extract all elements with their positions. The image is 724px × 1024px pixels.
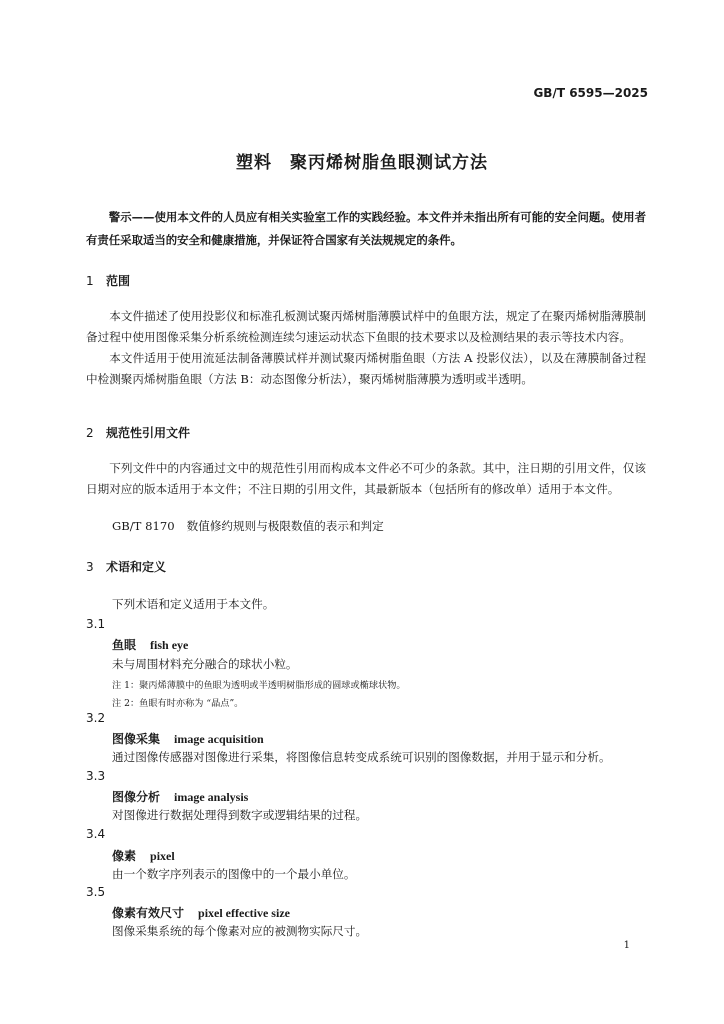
term-definition: 通过图像传感器对图像进行采集，将图像信息转变成系统可识别的图像数据，并用于显示和分析。: [112, 750, 611, 764]
term-definition: 图像采集系统的每个像素对应的被测物实际尺寸。: [112, 924, 368, 938]
term-number: 3.5: [86, 885, 106, 899]
term-zh: 图像分析: [112, 790, 161, 804]
term-name: [112, 636, 188, 653]
title-part1: 塑料: [236, 153, 272, 173]
section-title: 规范性引用文件: [106, 426, 191, 440]
paragraph: 本文件描述了使用投影仪和标准孔板测试聚丙烯树脂薄膜试样中的鱼眼方法，规定了在聚丙烯树脂薄膜制备过程中使用图像采集分析系统检测连续匀速运动状态下鱼眼的技术要求以及检测结果的表示等技术内容。: [86, 309, 646, 344]
term-definition: 未与周围材料充分融合的球状小粒。: [112, 657, 298, 671]
term-en: image acquisition: [174, 732, 264, 746]
term-note: 注 2：鱼眼有时亦称为 “晶点”。: [112, 698, 244, 709]
paragraph: 本文件适用于使用流延法制备薄膜试样并测试聚丙烯树脂鱼眼（方法 A 投影仪法），以及在薄膜制备过程中检测聚丙烯树脂鱼眼（方法 B：动态图像分析法），聚丙烯树脂薄膜为透明或半透明。: [86, 351, 646, 386]
term-en: pixel effective size: [198, 906, 290, 920]
section-1-body: [86, 306, 646, 390]
term-zh: 像素有效尺寸: [112, 906, 185, 920]
term-note: 注 1：聚丙烯薄膜中的鱼眼为透明或半透明树脂形成的圆球或椭球状物。: [112, 680, 406, 691]
section-number: 3: [86, 560, 94, 574]
term-number: 3.1: [86, 617, 106, 631]
term-en: pixel: [150, 849, 175, 863]
term-number: 3.4: [86, 827, 106, 841]
term-number: 3.3: [86, 769, 106, 783]
section-1-heading: [86, 272, 130, 289]
term-zh: 像素: [112, 849, 137, 863]
section-3-heading: [86, 558, 166, 575]
section-number: 2: [86, 426, 94, 440]
term-en: image analysis: [174, 790, 249, 804]
term-en: fish eye: [150, 638, 189, 652]
term-name: [112, 730, 264, 747]
paragraph: 下列文件中的内容通过文中的规范性引用而构成本文件必不可少的条款。其中，注日期的引用文件，仅该日期对应的版本适用于本文件；不注日期的引用文件，其最新版本（包括所有的修改单）适用于本文件。: [86, 461, 646, 496]
term-name: [112, 847, 175, 864]
term-name: [112, 904, 290, 921]
section-title: 术语和定义: [106, 560, 167, 574]
document-title: [0, 148, 724, 173]
section-title: 范围: [106, 274, 131, 288]
warning-text: 警示——使用本文件的人员应有相关实验室工作的实践经验。本文件并未指出所有可能的安全问题。使用者有责任采取适当的安全和健康措施，并保证符合国家有关法规规定的条件。: [86, 210, 646, 247]
term-definition: 由一个数字序列表示的图像中的一个最小单位。: [112, 867, 356, 881]
section-number: 1: [86, 274, 94, 288]
term-zh: 图像采集: [112, 732, 161, 746]
term-zh: 鱼眼: [112, 638, 137, 652]
page-number: 1: [623, 940, 630, 951]
normative-reference: [112, 518, 384, 534]
section-3-intro: 下列术语和定义适用于本文件。: [112, 597, 275, 611]
title-part2: 聚丙烯树脂鱼眼测试方法: [290, 153, 488, 173]
term-number: 3.2: [86, 711, 106, 725]
section-2-body: [86, 458, 646, 500]
reference-title: 数值修约规则与极限数值的表示和判定: [186, 519, 384, 533]
standard-number: GB/T 6595—2025: [533, 86, 648, 100]
section-2-heading: [86, 424, 190, 441]
reference-code: GB/T 8170: [112, 519, 175, 533]
term-definition: 对图像进行数据处理得到数字或逻辑结果的过程。: [112, 808, 368, 822]
term-name: [112, 788, 248, 805]
warning-block: [86, 206, 646, 252]
